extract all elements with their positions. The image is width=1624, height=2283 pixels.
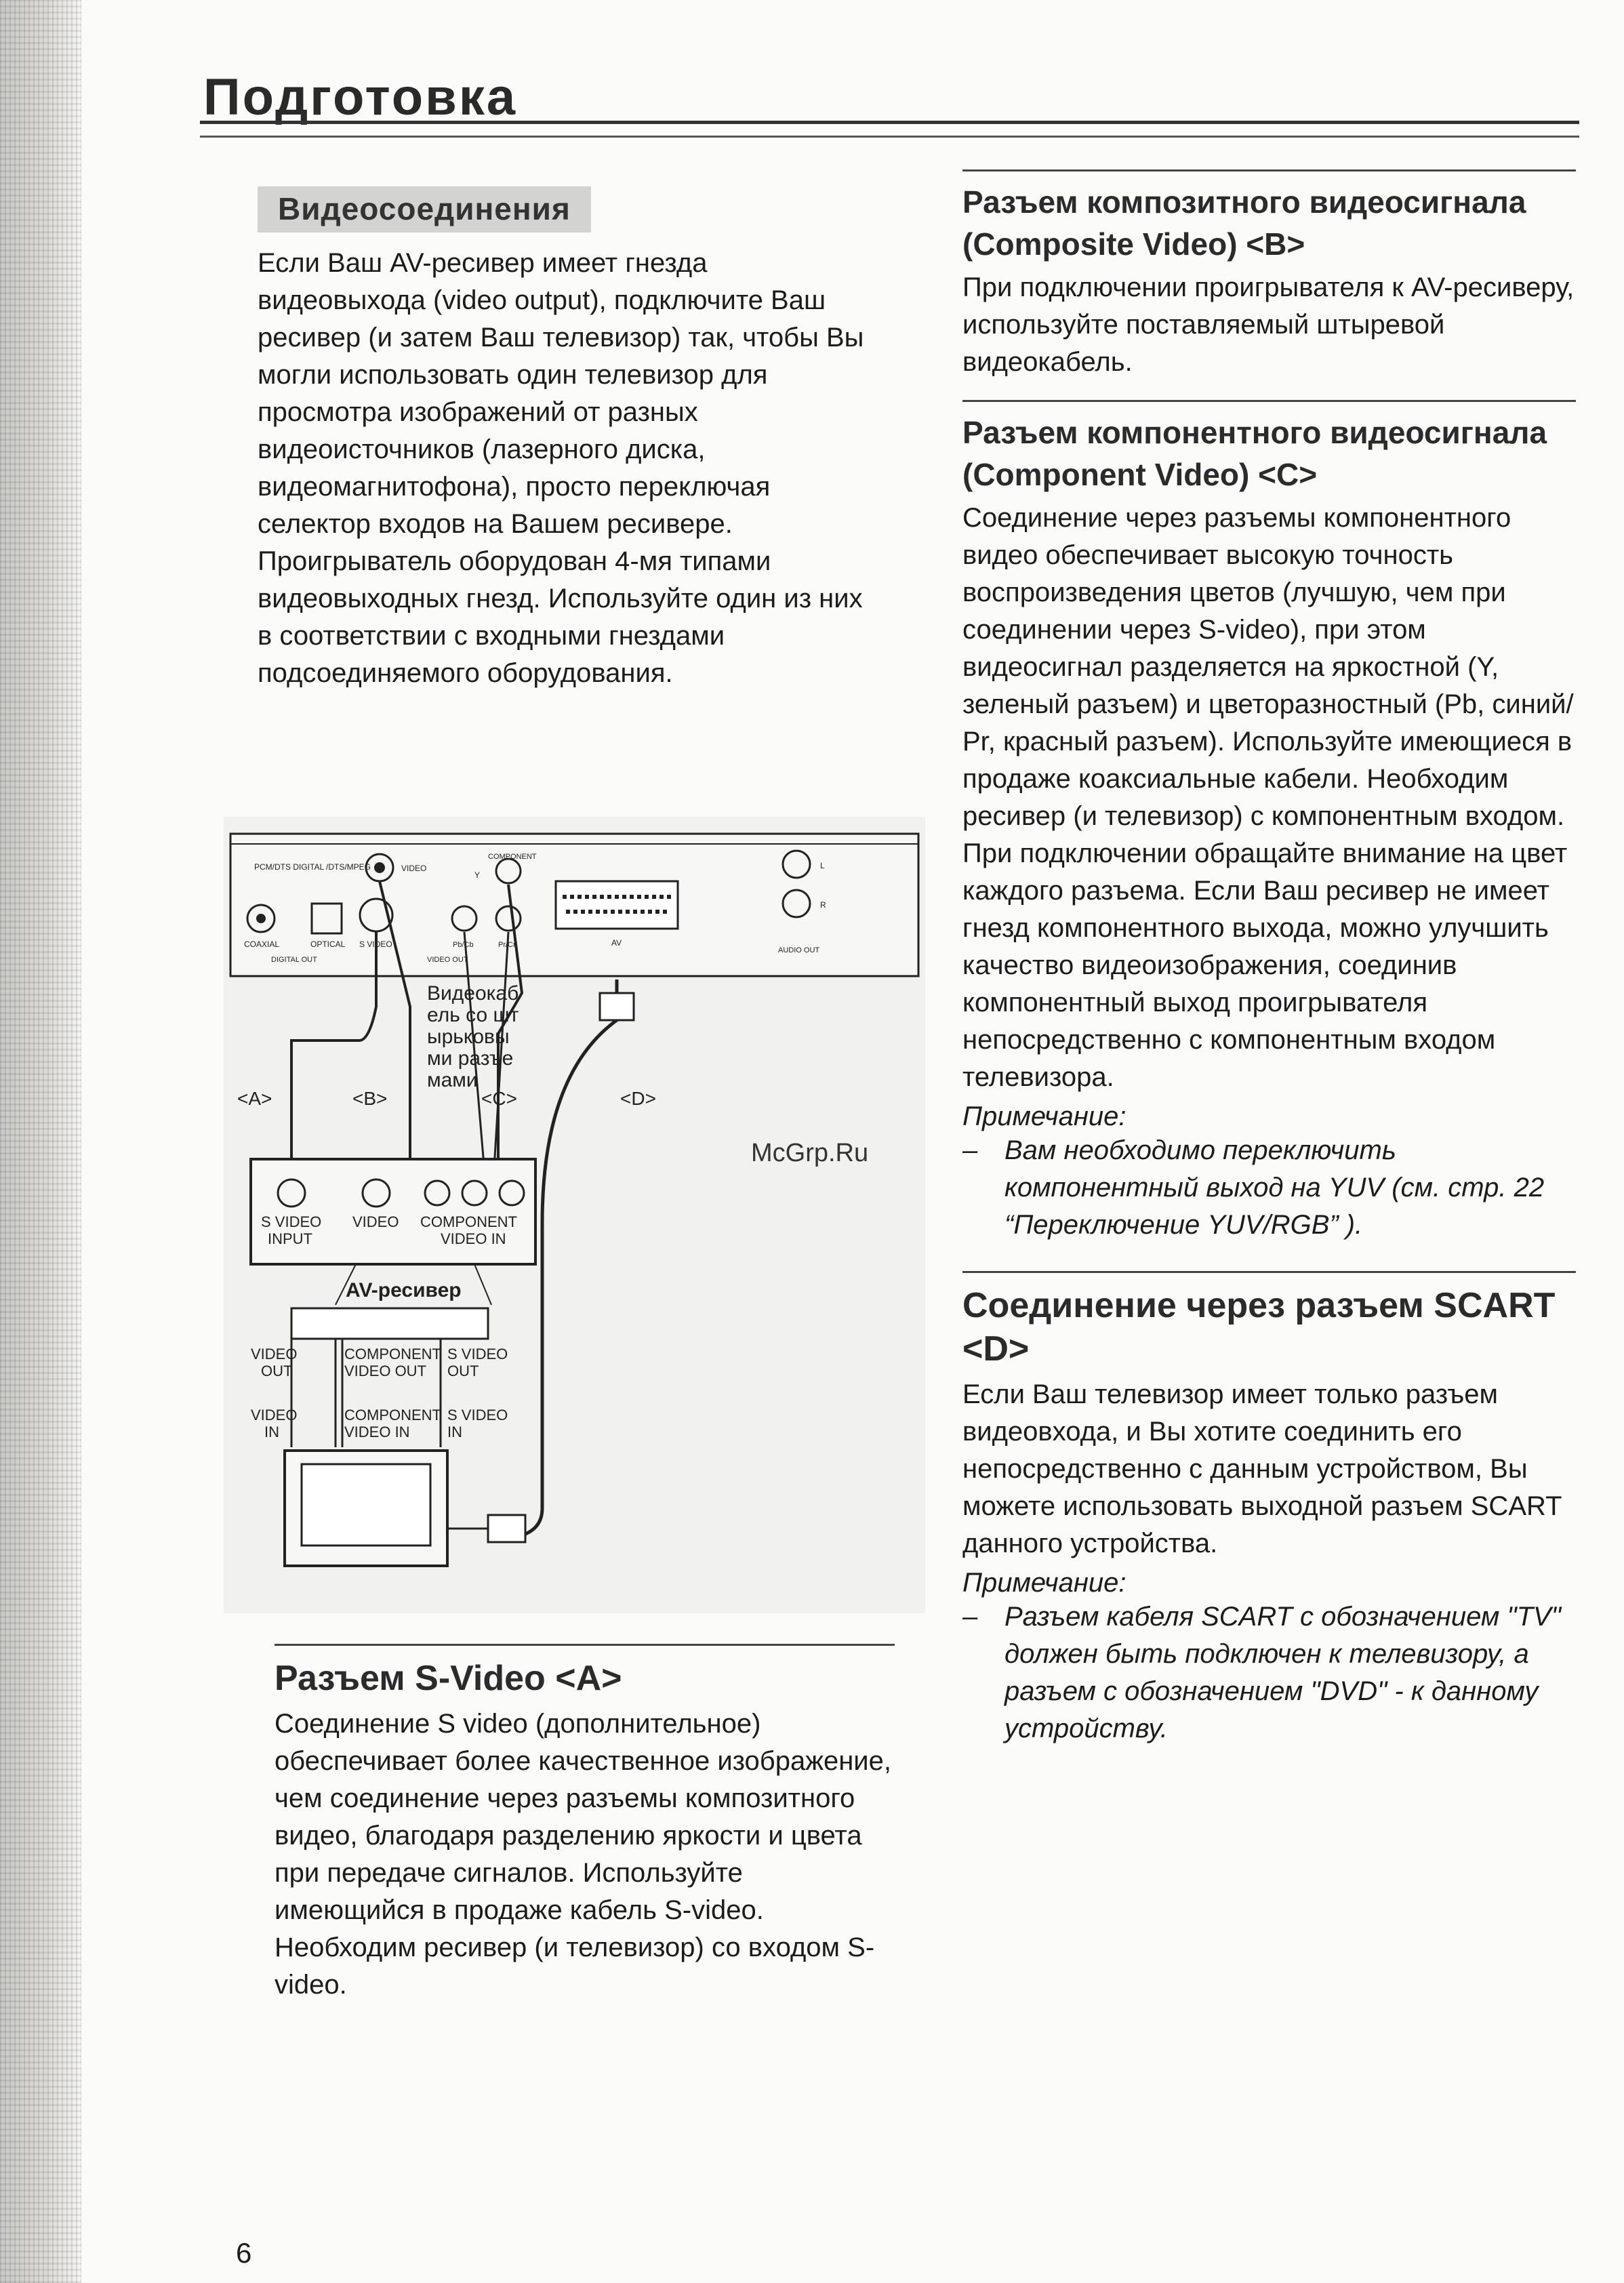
composite-rule — [962, 169, 1576, 171]
component-pb-label: Pb/Cb — [453, 941, 474, 949]
audio-out-label: AUDIO OUT — [778, 946, 820, 954]
component-note — [962, 1132, 1576, 1244]
svg-text:COMPONENT: COMPONENT — [344, 1346, 441, 1362]
component-title: Разъем компонентного видеосигнала (Component Video) <C> — [962, 415, 1547, 492]
svideo-section — [275, 1644, 895, 2004]
component-body: Соединение через разъемы компонентного видео обеспечивает высокую точность воспроизведения цветов (лучшую, чем при соединении через S-video), при этом видеосигнал разделяется на яркостной (Y, зеленый разъем) и цветоразностный (Pb, синий/ Pr, красный разъем). Используйте имеющиеся в продаже коаксиальные кабели. Необходим ресивер (и телевизор) с компонентным входом. При подключении обращайте внимание на цвет каждого разъема. Если Ваш ресивер не имеет гнезд компонентного выхода, можно улучшить качество видеоизображения, соединив компонентный выход проигрывателя непосредственно с компонентным входом телевизора. — [962, 503, 1574, 1092]
svg-text:COMPONENT: COMPONENT — [344, 1407, 441, 1423]
page-title: Подготовка — [203, 68, 518, 126]
component-rule — [962, 400, 1576, 402]
svideo-body: Соединение S video (дополнительное) обеспечивает более качественное изображение, чем соединение через разъемы композитного видео, благодаря разделению яркости и цвета при передаче сигналов. Используйте имеющийся в продаже кабель S-video. Необходим ресивер (и телевизор) со входом S-video. — [275, 1709, 891, 2000]
scart-plug-top — [600, 993, 634, 1020]
svg-text:S VIDEO: S VIDEO — [447, 1346, 508, 1362]
tag-a: <A> — [237, 1088, 272, 1109]
av-label: AV — [611, 938, 622, 948]
title-rule-secondary — [200, 136, 1579, 138]
tag-c: <C> — [481, 1088, 517, 1109]
svg-text:ель со шт: ель со шт — [427, 1004, 519, 1026]
scan-edge — [0, 0, 81, 2283]
svg-text:IN: IN — [447, 1423, 462, 1440]
pcm-label: PCM/DTS DIGITAL /DTS/MPEG — [254, 862, 371, 872]
svideo-label: S VIDEO — [359, 940, 392, 949]
scart-note-dash: – — [962, 1602, 978, 1632]
receiver-svideo-label: S VIDEO — [261, 1213, 322, 1230]
svg-text:мами: мами — [427, 1069, 478, 1091]
scart-port — [556, 881, 678, 929]
intro-paragraph: Если Ваш AV-ресивер имеет гнезда видеовыхода (video output), подключите Ваш ресивер (и затем Ваш телевизор) так, чтобы Вы могли использовать один телевизор для просмотра изображений от разных видеоисточников (лазерного диска, видеомагнитофона), просто переключая селектор входов на Вашем ресивере. — [258, 248, 864, 539]
receiver-jack-box — [251, 1159, 535, 1264]
digital-out-label: DIGITAL OUT — [271, 956, 317, 964]
connection-diagram-svg — [224, 817, 925, 1613]
svg-text:ми разъе: ми разъе — [427, 1047, 514, 1070]
composite-body: При подключении проигрывателя к AV-ресиверу, используйте поставляемый штыревой видеокабель. — [962, 272, 1575, 377]
component-note-dash: – — [962, 1135, 978, 1165]
scart-title: Соединение через разъем SCART <D> — [962, 1286, 1556, 1369]
audio-l-label: L — [820, 861, 825, 870]
video-label: VIDEO — [401, 864, 427, 873]
component-label: COMPONENT — [488, 853, 537, 861]
svg-text:ырьковы: ырьковы — [427, 1026, 510, 1048]
svideo-rule — [275, 1644, 895, 1646]
video-out-label: VIDEO OUT — [427, 956, 468, 964]
scart-plug-bottom — [488, 1515, 525, 1542]
svg-text:OUT: OUT — [447, 1362, 479, 1379]
receiver-component-label: COMPONENT — [420, 1213, 517, 1230]
coaxial-label: COAXIAL — [244, 940, 280, 949]
scart-body: Если Ваш телевизор имеет только разъем видеовхода, и Вы хотите соединить его непосредственно с данным устройством, Вы можете использовать выходной разъем SCART данного устройства. — [962, 1379, 1562, 1558]
title-rule — [200, 121, 1579, 124]
watermark: McGrp.Ru — [751, 1139, 869, 1167]
component-note-label: Примечание: — [962, 1102, 1126, 1131]
svg-text:VIDEO: VIDEO — [251, 1407, 298, 1423]
scart-note-label: Примечание: — [962, 1568, 1126, 1598]
tag-b: <B> — [352, 1088, 388, 1109]
receiver-video-label: VIDEO — [352, 1213, 399, 1230]
jacks-paragraph: Проигрыватель оборудован 4-мя типами видеовыходных гнезд. Используйте один из них в соответствии с входными гнездами подсоединяемого оборудования. — [258, 546, 863, 688]
svideo-title: Разъем S-Video <A> — [275, 1659, 622, 1698]
svg-text:VIDEO IN: VIDEO IN — [344, 1423, 410, 1440]
svg-text:VIDEO: VIDEO — [251, 1346, 298, 1362]
page-number: 6 — [236, 2237, 252, 2269]
svg-text:VIDEO IN: VIDEO IN — [441, 1230, 506, 1247]
component-note-text: Вам необходимо переключить компонентный выход на YUV (см. стр. 22 “Переключение YUV/RGB” ). — [1004, 1135, 1545, 1240]
svg-text:S VIDEO: S VIDEO — [447, 1407, 508, 1423]
connection-diagram — [224, 817, 925, 1613]
av-receiver-label: AV-ресивер — [346, 1279, 462, 1301]
svg-text:VIDEO OUT: VIDEO OUT — [344, 1362, 427, 1379]
svg-text:Видеокаб: Видеокаб — [427, 982, 519, 1005]
scart-rule — [962, 1271, 1576, 1273]
component-y-label: Y — [474, 870, 481, 880]
tag-d: <D> — [620, 1088, 656, 1109]
scart-note-text: Разъем кабеля SCART с обозначением "TV" должен быть подключен к телевизору, а разъем с обозначением "DVD" - к данному устройству. — [1004, 1602, 1561, 1743]
svg-text:OUT: OUT — [261, 1362, 293, 1379]
audio-r-label: R — [820, 900, 826, 910]
svg-text:IN: IN — [264, 1423, 279, 1440]
right-column — [962, 169, 1576, 1747]
component-pr-label: Pr/Cr — [498, 941, 516, 949]
av-receiver-box — [291, 1308, 488, 1339]
cable-note — [427, 982, 519, 1091]
composite-title: Разъем композитного видеосигнала (Composite Video) <B> — [962, 184, 1526, 262]
optical-label: OPTICAL — [310, 940, 346, 949]
scart-note — [962, 1598, 1576, 1747]
svg-text:INPUT: INPUT — [268, 1230, 312, 1247]
section-heading-video-connections: Видеосоединения — [258, 186, 591, 233]
left-column-intro — [258, 186, 871, 692]
